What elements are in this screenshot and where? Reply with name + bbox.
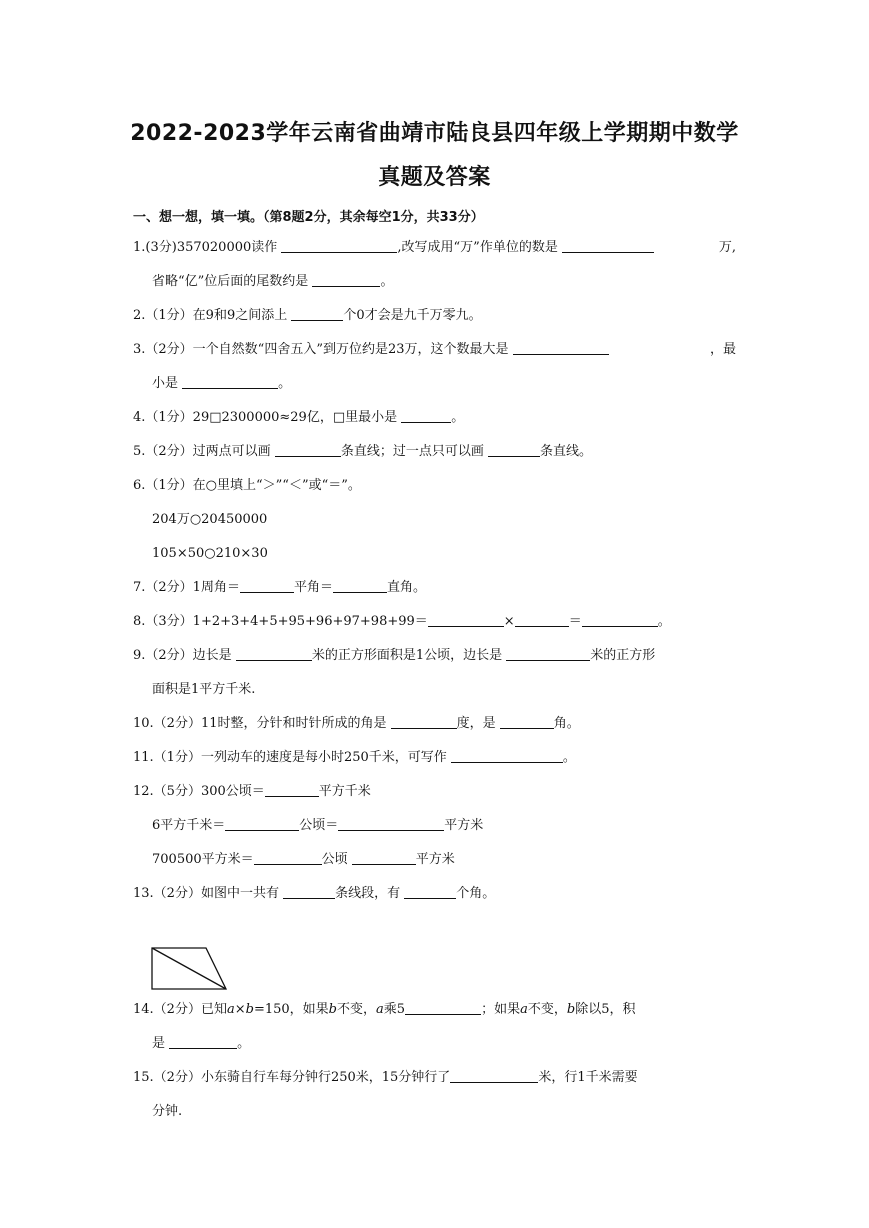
- answer-blank[interactable]: [405, 1002, 481, 1015]
- trapezoid-diagonal: [152, 948, 226, 989]
- answer-blank[interactable]: [488, 444, 540, 457]
- title-line-2: 真题及答案: [378, 165, 491, 190]
- answer-blank[interactable]: [182, 376, 278, 389]
- trapezoid-figure: [150, 946, 230, 992]
- question-6: 6.（1分）在○里填上“＞”“＜”或“＝”。: [133, 478, 361, 493]
- answer-blank[interactable]: [428, 614, 504, 627]
- question-2: 2.（1分）在9和9之间添上 个0才会是九千万零九。: [133, 308, 482, 323]
- question-1-unit: 万,: [718, 240, 736, 255]
- question-3-tail: ，最: [709, 342, 736, 357]
- question-12-item-2: 700500平方米＝ 公顷 平方米: [152, 852, 455, 867]
- answer-blank[interactable]: [333, 580, 387, 593]
- answer-blank[interactable]: [254, 852, 322, 865]
- answer-blank[interactable]: [240, 580, 294, 593]
- answer-blank[interactable]: [338, 818, 444, 831]
- answer-blank[interactable]: [352, 852, 416, 865]
- question-3-line-1: 3.（2分）一个自然数“四舍五入”到万位约是23万，这个数最大是: [133, 342, 609, 358]
- answer-blank[interactable]: [225, 818, 299, 831]
- question-9-line-1: 9.（2分）边长是 米的正方形面积是1公顷，边长是 米的正方形: [133, 648, 656, 663]
- answer-blank[interactable]: [236, 648, 312, 661]
- question-12: 12.（5分）300公顷＝ 平方千米: [133, 784, 371, 799]
- question-15-line-1: 15.（2分）小东骑自行车每分钟行250米，15分钟行了 米，行1千米需要: [133, 1070, 638, 1085]
- answer-blank[interactable]: [562, 240, 654, 253]
- answer-blank[interactable]: [275, 444, 341, 457]
- answer-blank[interactable]: [401, 410, 451, 423]
- answer-blank[interactable]: [513, 342, 609, 355]
- answer-blank[interactable]: [404, 886, 456, 899]
- question-11: 11.（1分）一列动车的速度是每小时250千米，可写作 。: [133, 750, 576, 765]
- section-heading: 一、想一想，填一填。（第8题2分，其余每空1分，共33分）: [133, 210, 484, 225]
- question-1-line-2: 省略“亿”位后面的尾数约是 。: [152, 274, 394, 289]
- answer-blank[interactable]: [451, 750, 563, 763]
- answer-blank[interactable]: [582, 614, 658, 627]
- answer-blank[interactable]: [506, 648, 590, 661]
- answer-blank[interactable]: [450, 1070, 538, 1083]
- question-6-item-2: 105×50○210×30: [152, 546, 268, 561]
- answer-blank[interactable]: [169, 1036, 237, 1049]
- answer-blank[interactable]: [312, 274, 380, 287]
- question-14-line-1: 14.（2分）已知a×b=150，如果b不变，a乘5 ；如果a不变，b除以5，积: [133, 1002, 636, 1017]
- question-8: 8.（3分）1+2+3+4+5+95+96+97+98+99＝ × ＝ 。: [133, 614, 671, 629]
- question-9-line-2: 面积是1平方千米.: [152, 682, 256, 697]
- question-14-line-2: 是 。: [152, 1036, 251, 1051]
- question-13: 13.（2分）如图中一共有 条线段，有 个角。: [133, 886, 496, 901]
- answer-blank[interactable]: [291, 308, 343, 321]
- answer-blank[interactable]: [265, 784, 319, 797]
- answer-blank[interactable]: [283, 886, 335, 899]
- question-10: 10.（2分）11时整，分针和时针所成的角是 度，是 角。: [133, 716, 580, 731]
- question-3-line-2: 小是 。: [152, 376, 292, 391]
- title-line-1: 2022-2023学年云南省曲靖市陆良县四年级上学期期中数学: [130, 121, 739, 146]
- question-7: 7.（2分）1周角＝ 平角＝ 直角。: [133, 580, 426, 595]
- answer-blank[interactable]: [500, 716, 554, 729]
- question-12-item-1: 6平方千米＝ 公顷＝ 平方米: [152, 818, 484, 833]
- question-1-line-1: 1.(3分)357020000读作 ,改写成用“万”作单位的数是: [133, 240, 654, 256]
- question-15-line-2: 分钟.: [152, 1104, 183, 1119]
- question-4: 4.（1分）29□2300000≈29亿，□里最小是 。: [133, 410, 465, 425]
- answer-blank[interactable]: [281, 240, 397, 253]
- answer-blank[interactable]: [515, 614, 569, 627]
- question-5: 5.（2分）过两点可以画 条直线；过一点只可以画 条直线。: [133, 444, 592, 459]
- question-6-item-1: 204万○20450000: [152, 512, 268, 527]
- answer-blank[interactable]: [391, 716, 457, 729]
